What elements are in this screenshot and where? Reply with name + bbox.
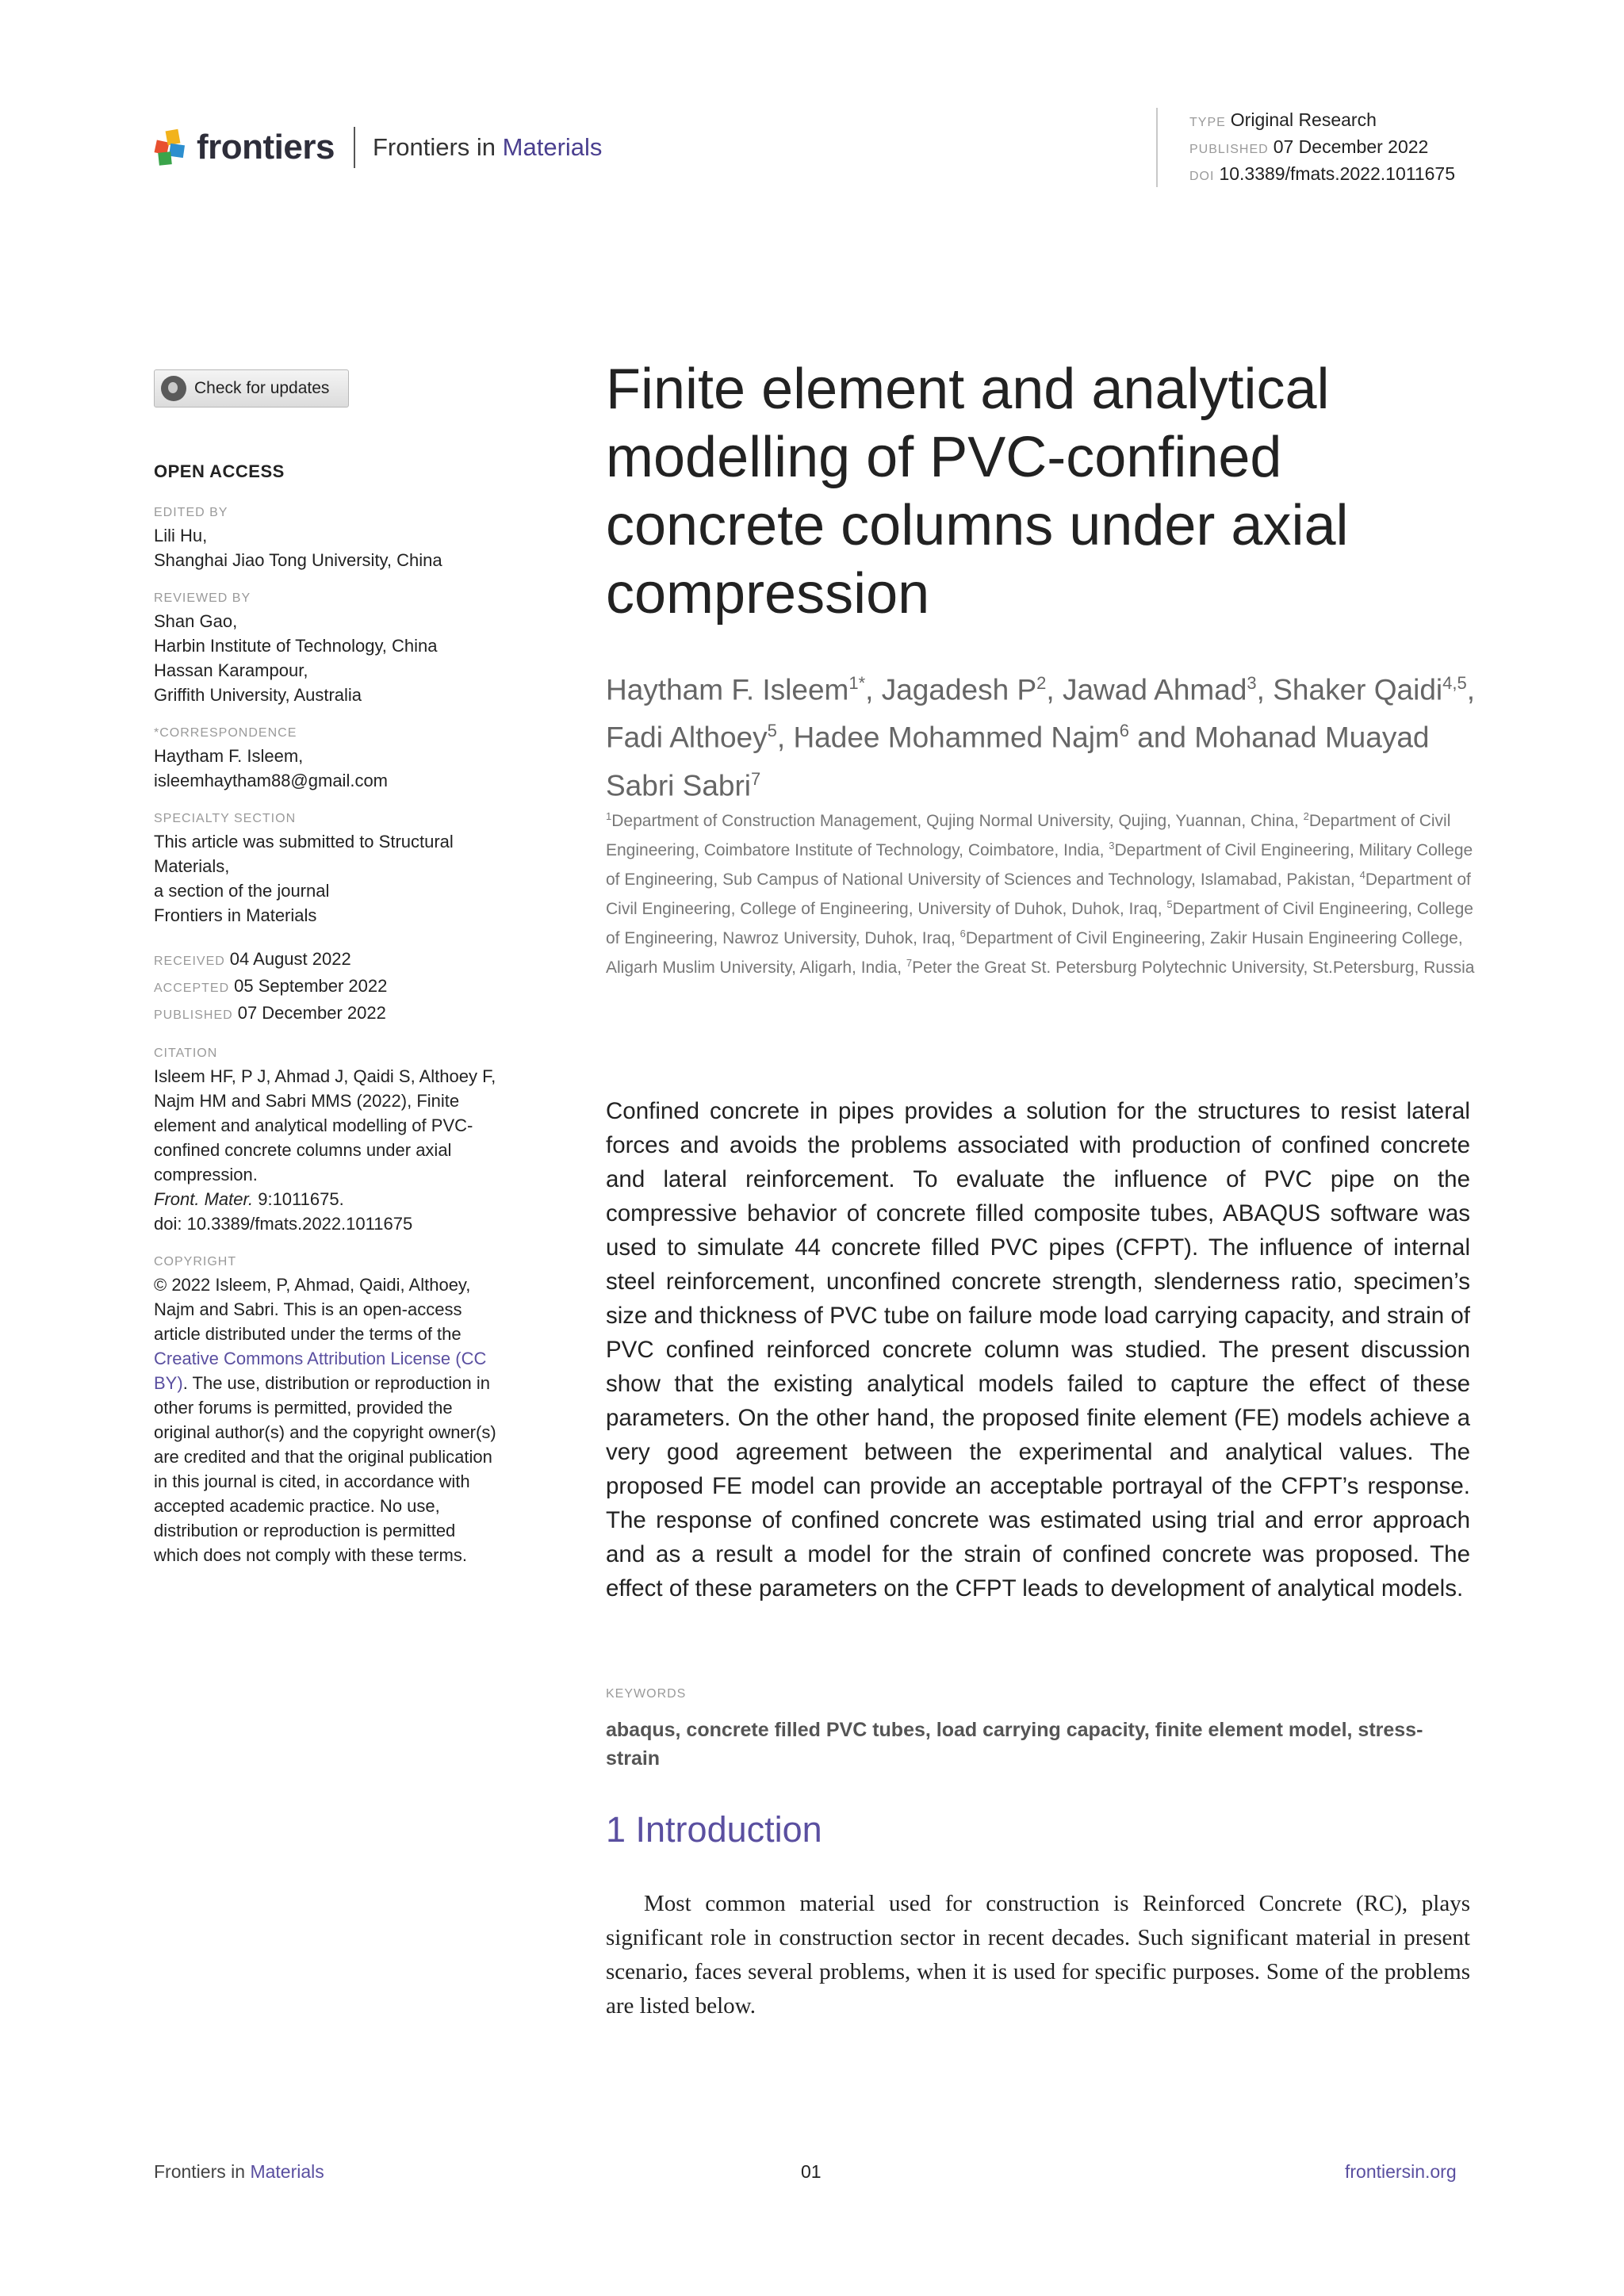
affiliation-text: Department of Civil Engineering, Military College of Engineering, Sub Campus of National University of Sciences and Technology, Islamabad, Pakistan, <box>606 841 1473 889</box>
affiliation-marker: 2 <box>1303 810 1309 822</box>
affiliation-list <box>606 804 1478 980</box>
correspondent-name: Haytham F. Isleem, <box>154 746 304 766</box>
specialty-section-label: SPECIALTY SECTION <box>154 812 297 825</box>
edited-by-text <box>154 523 503 572</box>
copyright-label: COPYRIGHT <box>154 1255 237 1269</box>
author-affiliation-marker: 1* <box>848 673 866 693</box>
doi-line <box>1189 162 1455 189</box>
open-access-label: OPEN ACCESS <box>154 461 285 481</box>
affiliation-marker: 1 <box>606 810 612 822</box>
citation-doi[interactable]: doi: 10.3389/fmats.2022.1011675 <box>154 1214 413 1234</box>
affiliation-marker: 4 <box>1359 869 1365 881</box>
article-meta <box>1156 108 1455 187</box>
correspondence-text <box>154 744 503 793</box>
citation-journal: Front. Mater. <box>154 1189 254 1209</box>
author-list <box>606 663 1494 806</box>
received-line <box>154 947 503 974</box>
author-affiliation-marker: 4,5 <box>1442 673 1467 693</box>
author-separator: , <box>865 673 882 706</box>
keywords: abaqus, concrete filled PVC tubes, load carrying capacity, finite element model, stress-strain <box>606 1719 1423 1770</box>
reviewer-2-name: Hassan Karampour, <box>154 660 308 680</box>
correspondence-label: *CORRESPONDENCE <box>154 726 297 740</box>
check-for-updates-button[interactable] <box>154 369 349 408</box>
author-affiliation-marker: 7 <box>751 768 761 789</box>
copyright-post: . The use, distribution or reproduction in other forums is permitted, provided the original author(s) and the copyright owner(s) are credited and that the original publication in this journal is cited, in accordance with accepted academic practice. No use, distribution or reproduction is permitted which does not comply with these terms. <box>154 1373 496 1565</box>
type-line <box>1189 108 1455 135</box>
footer-journal <box>154 2161 324 2183</box>
affiliation-marker: 5 <box>1166 898 1173 910</box>
footer-journal-accent: Materials <box>250 2161 324 2182</box>
author-separator: , <box>776 721 794 754</box>
sidebar-published-value: 07 December 2022 <box>237 1003 386 1023</box>
citation-volume: 9:1011675. <box>253 1189 344 1209</box>
author-name[interactable]: Haytham F. Isleem <box>606 673 849 706</box>
affiliation-text: Department of Civil Engineering, College of Engineering, Nawroz University, Duhok, Iraq, <box>606 900 1473 947</box>
journal-name <box>373 133 602 162</box>
article-title: Finite element and analytical modelling of PVC-confined concrete columns under axial compression <box>606 358 1349 626</box>
editor-affiliation: Shanghai Jiao Tong University, China <box>154 550 442 570</box>
author-separator: and <box>1129 721 1195 754</box>
reviewer-1-affiliation: Harbin Institute of Technology, China <box>154 636 438 656</box>
citation-body: Isleem HF, P J, Ahmad J, Qaidi S, Althoey F, Najm HM and Sabri MMS (2022), Finite element and analytical modelling of PVC-confined concrete columns under axial compression. <box>154 1066 496 1184</box>
affiliation-text: Department of Civil Engineering, Coimbatore Institute of Technology, Coimbatore, India, <box>606 812 1451 859</box>
dates-block <box>154 947 503 1027</box>
accepted-value: 05 September 2022 <box>234 976 388 996</box>
author-name[interactable]: Jagadesh P <box>881 673 1037 706</box>
reviewed-by-label: REVIEWED BY <box>154 591 251 605</box>
affiliation-marker: 7 <box>906 957 913 969</box>
type-value: Original Research <box>1230 109 1377 130</box>
published-line <box>1189 135 1455 162</box>
author-name[interactable]: Mohanad Muayad Sabri Sabri <box>606 721 1430 802</box>
specialty-line-2: a section of the journal <box>154 881 330 901</box>
journal-logo[interactable] <box>154 125 602 170</box>
type-key: TYPE <box>1189 116 1226 129</box>
journal-accent: Materials <box>502 133 603 161</box>
frontiers-logo-icon <box>154 128 189 166</box>
reviewer-2-affiliation: Griffith University, Australia <box>154 685 362 705</box>
sidebar-published-key: PUBLISHED <box>154 1008 233 1022</box>
author-affiliation-marker: 6 <box>1119 721 1129 741</box>
logo-divider <box>354 127 355 168</box>
specialty-line-1: This article was submitted to Structural Materials, <box>154 832 454 876</box>
correspondent-email[interactable]: isleemhaytham88@gmail.com <box>154 771 389 790</box>
citation-text <box>154 1064 503 1236</box>
author-separator: , <box>1046 673 1063 706</box>
reviewer-1-name: Shan Gao, <box>154 611 238 631</box>
affiliation-text: Department of Construction Management, Qujing Normal University, Qujing, Yuannan, China, <box>611 812 1304 830</box>
specialty-line-3: Frontiers in Materials <box>154 905 317 925</box>
citation-label: CITATION <box>154 1047 218 1060</box>
author-affiliation-marker: 5 <box>767 721 777 741</box>
accepted-key: ACCEPTED <box>154 982 230 995</box>
affiliation-marker: 3 <box>1109 840 1115 851</box>
published-key: PUBLISHED <box>1189 143 1269 156</box>
copyright-pre: © 2022 Isleem, P, Ahmad, Qaidi, Althoey, Najm and Sabri. This is an open-access article distributed under the terms of the <box>154 1275 471 1344</box>
author-name[interactable]: Jawad Ahmad <box>1062 673 1247 706</box>
check-for-updates-label: Check for updates <box>194 379 330 397</box>
editor-name: Lili Hu, <box>154 526 208 545</box>
affiliation-text: Department of Civil Engineering, Zakir Husain Engineering College, Aligarh Muslim University, Aligarh, India, <box>606 929 1463 977</box>
journal-prefix: Frontiers in <box>372 133 496 161</box>
published-value: 07 December 2022 <box>1273 136 1429 157</box>
doi-value[interactable]: 10.3389/fmats.2022.1011675 <box>1219 163 1455 184</box>
author-name[interactable]: Fadi Althoey <box>606 721 768 754</box>
accepted-line <box>154 974 503 1001</box>
footer-site-link[interactable]: frontiersin.org <box>1345 2161 1457 2182</box>
footer-journal-prefix: Frontiers in <box>154 2161 246 2182</box>
page-number: 01 <box>801 2161 822 2182</box>
keywords-label: KEYWORDS <box>606 1687 687 1701</box>
doi-key: DOI <box>1189 170 1215 183</box>
author-name[interactable]: Shaker Qaidi <box>1273 673 1443 706</box>
sidebar <box>154 461 503 1586</box>
author-separator: , <box>1466 673 1475 706</box>
crossmark-icon <box>161 376 186 401</box>
frontiers-wordmark: frontiers <box>197 128 335 166</box>
section-heading-introduction: 1 Introduction <box>606 1809 822 1850</box>
introduction-paragraph: Most common material used for construction is Reinforced Concrete (RC), plays significant role in construction sector in recent decades. Such significant material in present scenario, faces several problems, when it is used for specific purposes. Some of the problems are listed below. <box>606 1891 1470 2019</box>
sidebar-published-line <box>154 1001 503 1027</box>
author-name[interactable]: Hadee Mohammed Najm <box>793 721 1120 754</box>
author-affiliation-marker: 3 <box>1247 673 1257 693</box>
affiliation-text: Department of Civil Engineering, College of Engineering, University of Duhok, Duhok, Iraq, <box>606 871 1471 918</box>
reviewed-by-text <box>154 609 503 707</box>
received-value: 04 August 2022 <box>229 949 351 969</box>
specialty-section-text <box>154 829 503 928</box>
affiliation-text: Peter the Great St. Petersburg Polytechnic University, St.Petersburg, Russia <box>912 959 1475 977</box>
edited-by-label: EDITED BY <box>154 506 228 519</box>
cc-by-license-link[interactable]: Creative Commons Attribution License (CC BY) <box>154 1349 487 1393</box>
affiliation-marker: 6 <box>959 928 966 939</box>
author-affiliation-marker: 2 <box>1036 673 1047 693</box>
author-separator: , <box>1256 673 1274 706</box>
received-key: RECEIVED <box>154 955 225 968</box>
copyright-text <box>154 1272 503 1567</box>
abstract: Confined concrete in pipes provides a solution for the structures to resist lateral forces and avoids the problems associated with production of confined concrete and lateral reinforcement. To evaluate the influence of PVC pipe on the compressive behavior of concrete filled composite tubes, ABAQUS software was used to simulate 44 concrete filled PVC pipes (CFPT). The influence of internal steel reinforcement, unconfined concrete strength, slenderness ratio, specimen’s size and thickness of PVC tube on failure mode load carrying capacity, and strain of PVC confined reinforced concrete column was studied. The present discussion show that the existing analytical models failed to capture the effect of these parameters. On the other hand, the proposed finite element (FE) models achieve a very good agreement between the experimental and analytical values. The proposed FE model can provide an acceptable portrayal of the CFPT’s response. The response of confined concrete was estimated using trial and error approach and as a result a model for the strain of confined concrete was proposed. The effect of these parameters on the CFPT leads to development of analytical models. <box>606 1098 1470 1601</box>
